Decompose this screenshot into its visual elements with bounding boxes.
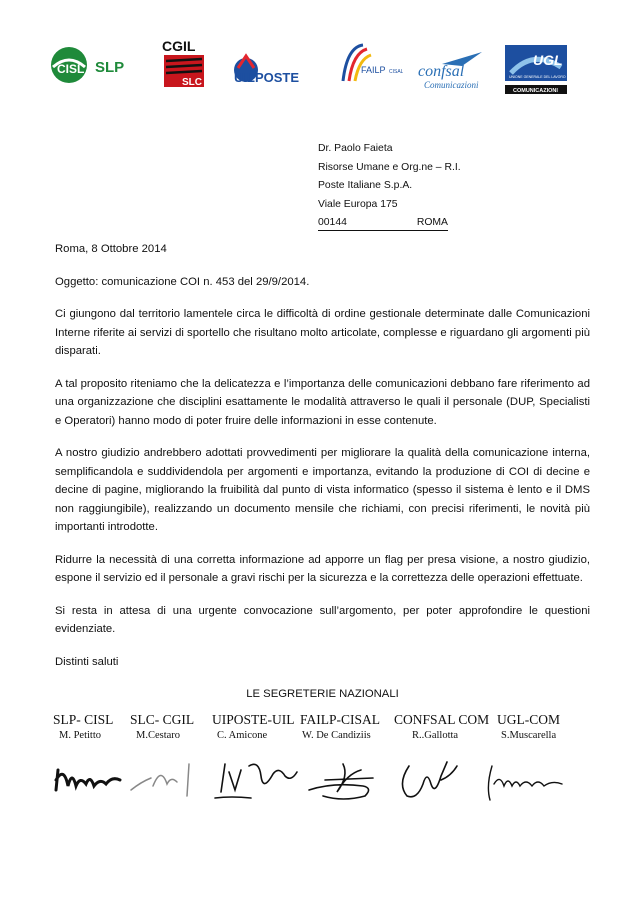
signature-gallotta (395, 756, 465, 806)
svg-text:CGIL: CGIL (162, 38, 196, 54)
paragraph-4: Ridurre la necessità di una corretta informazione ad apporre un flag per presa visione, a nostro giudizio, espone il servizio ed il personale a gravi rischi per la sicurezza e la correttezza delle operazioni effettuate. (55, 553, 590, 584)
signatory-person: W. De Candiziis (302, 730, 371, 741)
signatory-ugl (497, 712, 560, 741)
signature-cestaro (127, 756, 211, 806)
signatory-org: UGL-COM (497, 712, 560, 727)
signatory-org: FAILP-CISAL (300, 712, 381, 727)
signatory-org: CONFSAL COM (394, 712, 490, 727)
svg-text:SLP: SLP (95, 59, 125, 76)
recipient-company: Poste Italiane S.p.A. (318, 180, 413, 191)
signatory-uil (212, 712, 295, 741)
signature-amicone (211, 756, 303, 806)
svg-text:UGL: UGL (533, 52, 563, 68)
svg-text:FAILP: FAILP (361, 65, 386, 75)
recipient-dept: Risorse Umane e Org.ne – R.I. (318, 161, 461, 173)
svg-text:UILPOSTE: UILPOSTE (234, 70, 300, 85)
svg-text:CISAL: CISAL (389, 69, 403, 75)
paragraph-5: Si resta in attesa di una urgente convocazione sull’argomento, per poter approfondire le questioni evidenziate. (55, 604, 590, 635)
recipient-name: Dr. Paolo Faieta (318, 143, 393, 154)
signatories-title: LE SEGRETERIE NAZIONALI (246, 688, 399, 700)
paragraph-3: A nostro giudizio andrebbero adottati provvedimenti per migliorare la qualità della comunicazione interna, semplificandola e suddividendola per argomenti e importanza, evitando la produzione di COI di decine e decine di pagine, migliorando la fruibilità dal punto di vista informatico (spesso il sistema è lento e il DMS non raggiungibile), realizzando un documento mensile che richiami, con precisi riferimenti, le novità più importanti introdotte. (55, 447, 590, 533)
signatory-person: C. Amicone (217, 730, 268, 741)
signatory-slp (53, 712, 114, 741)
recipient-cap-city (318, 214, 461, 233)
svg-text:CISL: CISL (57, 62, 85, 76)
signatory-person: S.Muscarella (501, 730, 557, 741)
signatory-person: R..Gallotta (412, 730, 459, 741)
closing: Distinti saluti (55, 655, 119, 668)
signatory-org: SLC- CGIL (130, 712, 195, 727)
svg-text:Comunicazioni: Comunicazioni (424, 80, 479, 90)
recipient-street: Viale Europa 175 (318, 198, 398, 210)
paragraph-2: A tal proposito riteniamo che la delicatezza e l’importanza delle comunicazioni debbano fare riferimento ad una organizzazione che disciplini esattamente le modalità attraverso le quali il personale (DUP, Specialisti e Operatori) hanno modo di poter fruire delle informazioni in esse contenute. (55, 377, 590, 427)
signatory-person: M.Cestaro (136, 730, 181, 741)
letter-subject: Oggetto: comunicazione COI n. 453 del 29/9/2014. (55, 275, 310, 288)
signatory-failp (300, 712, 381, 741)
signatory-slc (130, 712, 195, 741)
signature-de-candiziis (303, 756, 387, 806)
recipient-cap: 00144 (318, 217, 347, 228)
svg-text:COMUNICAZIONI: COMUNICAZIONI (513, 88, 558, 94)
cisl-slp-logo (49, 45, 141, 85)
letter-body (55, 240, 590, 713)
svg-text:confsal: confsal (418, 63, 465, 80)
recipient-address (318, 140, 461, 233)
letter-date: Roma, 8 Ottobre 2014 (55, 243, 167, 255)
failp-cisal-logo (333, 41, 403, 85)
signature-muscarella (482, 756, 574, 806)
svg-text:UNIONE GENERALE DEL LAVORO: UNIONE GENERALE DEL LAVORO (509, 75, 566, 79)
signatory-person: M. Petitto (59, 730, 102, 741)
signatory-confsal (394, 712, 490, 741)
confsal-logo (412, 48, 496, 92)
signatory-org: UIPOSTE-UIL (212, 712, 295, 727)
uilposte-logo (232, 50, 312, 86)
ugl-logo (503, 43, 569, 95)
recipient-city: ROMA (416, 217, 448, 228)
cgil-slc-logo (160, 37, 208, 89)
signature-petitto (52, 756, 124, 806)
signatory-org: SLP- CISL (53, 712, 114, 727)
paragraph-1: Ci giungono dal territorio lamentele circa le difficoltà di ordine gestionale determinate dalle Comunicazioni Interne riferite ai servizi di sportello che risultano molto articolate, complesse e riguardano gli argomenti più disparati. (55, 308, 590, 357)
svg-text:SLC: SLC (182, 77, 202, 88)
